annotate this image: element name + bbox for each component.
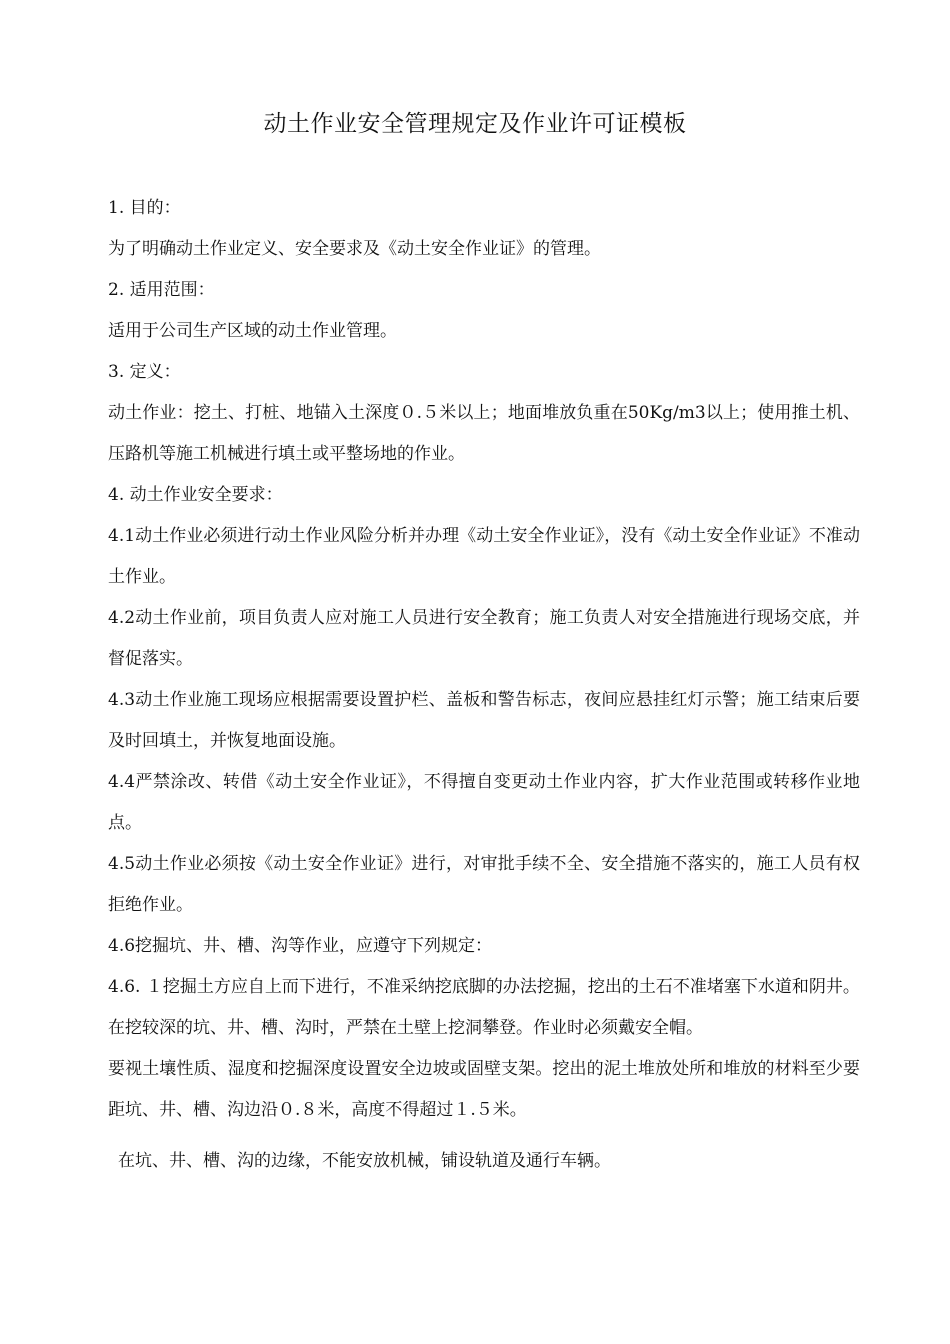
paragraph-4-6: 4.6挖掘坑、井、槽、沟等作业，应遵守下列规定： xyxy=(108,936,493,956)
paragraph-deep-pit: 在挖较深的坑、井、槽、沟时，严禁在土壁上挖洞攀登。作业时必须戴安全帽。 xyxy=(108,1018,703,1038)
paragraph-edge: 在坑、井、槽、沟的边缘，不能安放机械，铺设轨道及通行车辆。 xyxy=(118,1151,611,1171)
paragraph-slope: 要视土壤性质、湿度和挖掘深度设置安全边坡或固壁支架。挖出的泥土堆放处所和堆放的材料至少要距坑、井、槽、沟边沿０.８米，高度不得超过１.５米。 xyxy=(108,1059,860,1120)
section-heading-definition: 3. 定义： xyxy=(108,362,181,382)
document-body xyxy=(108,188,860,1182)
document-title: 动土作业安全管理规定及作业许可证模板 xyxy=(263,111,687,137)
section-heading-requirements: 4. 动土作业安全要求： xyxy=(108,485,283,505)
section-heading-purpose: 1. 目的： xyxy=(108,198,181,218)
paragraph-4-6-1: 4.6. １挖掘土方应自上而下进行，不准采纳挖底脚的办法挖掘，挖出的土石不准堵塞下水道和阴井。 xyxy=(108,977,860,997)
paragraph-scope: 适用于公司生产区域的动土作业管理。 xyxy=(108,321,397,341)
paragraph-4-2: 4.2动土作业前，项目负责人应对施工人员进行安全教育；施工负责人对安全措施进行现场交底，并督促落实。 xyxy=(108,608,860,669)
paragraph-4-3: 4.3动土作业施工现场应根据需要设置护栏、盖板和警告标志，夜间应悬挂红灯示警；施工结束后要及时回填土，并恢复地面设施。 xyxy=(108,690,860,751)
paragraph-purpose: 为了明确动土作业定义、安全要求及《动土安全作业证》的管理。 xyxy=(108,239,601,259)
paragraph-4-5: 4.5动土作业必须按《动土安全作业证》进行，对审批手续不全、安全措施不落实的，施工人员有权拒绝作业。 xyxy=(108,854,860,915)
paragraph-4-1: 4.1动土作业必须进行动土作业风险分析并办理《动土安全作业证》，没有《动土安全作业证》不准动土作业。 xyxy=(108,526,860,587)
section-heading-scope: 2. 适用范围： xyxy=(108,280,215,300)
paragraph-definition: 动土作业：挖土、打桩、地锚入土深度０.５米以上；地面堆放负重在50Kg/m3以上；使用推土机、压路机等施工机械进行填土或平整场地的作业。 xyxy=(108,403,860,464)
paragraph-4-4: 4.4严禁涂改、转借《动土安全作业证》，不得擅自变更动土作业内容，扩大作业范围或转移作业地点。 xyxy=(108,772,860,833)
